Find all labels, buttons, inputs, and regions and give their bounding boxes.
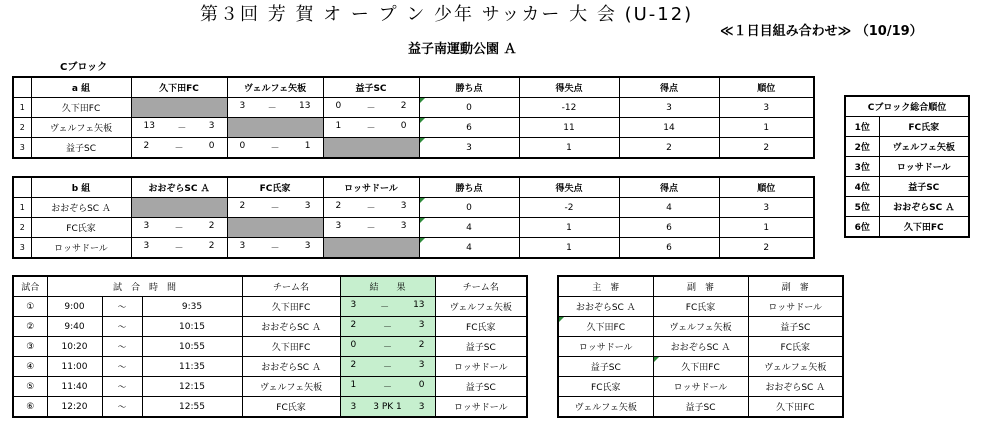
table-row: 1位 FC氏家: [845, 117, 969, 137]
page-title: 第３回 芳 賀 オ ー プ ン 少年 サッカー 大 会 (U-12): [200, 4, 694, 25]
table-row: ロッサドール おおぞらSC Ａ FC氏家: [558, 337, 843, 357]
table-row: 1 おおぞらSC Ａ 2 － 3 2 － 3 0 -2 4 3: [13, 198, 814, 218]
table-row: ⑤ 11:40 ～ 12:15 ヴェルフェ矢板 1 － 0 益子SC: [13, 377, 527, 397]
table-row: 3位 ロッサドール: [845, 157, 969, 177]
table-row: 5位 おおぞらSC Ａ: [845, 197, 969, 217]
table-row: ① 9:00 ～ 9:35 久下田FC 3 － 13 ヴェルフェ矢板: [13, 297, 527, 317]
block-label: Cブロック: [60, 62, 108, 73]
table-row: FC氏家 ロッサドール おおぞらSC Ａ: [558, 377, 843, 397]
table-row: 2位 ヴェルフェ矢板: [845, 137, 969, 157]
referee-table: [557, 275, 844, 418]
table-row: ⑥ 12:20 ～ 12:55 FC氏家 3 3 PK 1 3 ロッサドール: [13, 397, 527, 418]
table-row: 4位 益子SC: [845, 177, 969, 197]
table-row: ④ 11:00 ～ 11:35 おおぞらSC Ａ 2 － 3 ロッサドール: [13, 357, 527, 377]
table-header-row: a 組 久下田FC ヴェルフェ矢板 益子SC 勝ち点 得失点 得点 順位: [13, 77, 814, 98]
table-header-row: 試合 試 合 時 間 チーム名 結 果 チーム名: [13, 276, 527, 297]
table-row: ② 9:40 ～ 10:15 おおぞらSC Ａ 2 － 3 FC氏家: [13, 317, 527, 337]
table-header-row: 主 審 副 審 副 審: [558, 276, 843, 297]
table-row: ヴェルフェ矢板 益子SC 久下田FC: [558, 397, 843, 418]
venue-label: 益子南運動公園 Ａ: [408, 42, 517, 57]
table-row: ③ 10:20 ～ 10:55 久下田FC 0 － 2 益子SC: [13, 337, 527, 357]
table-header-row: b 組 おおぞらSC Ａ FC氏家 ロッサドール 勝ち点 得失点 得点 順位: [13, 177, 814, 198]
table-row: 6位 久下田FC: [845, 217, 969, 238]
group-name: a 組: [31, 77, 131, 98]
table-row: 益子SC 久下田FC ヴェルフェ矢板: [558, 357, 843, 377]
table-row: 3 ロッサドール 3 － 2 3 － 3 4 1 6 2: [13, 238, 814, 259]
table-row: おおぞらSC Ａ FC氏家 ロッサドール: [558, 297, 843, 317]
table-row: 1 久下田FC 3 － 13 0 － 2 0 -12 3 3: [13, 98, 814, 118]
overall-title: Cブロック総合順位: [845, 96, 969, 117]
page-subtitle: ≪１日目組み合わせ≫ （10/19）: [720, 24, 923, 39]
table-row: 2 ヴェルフェ矢板 13 － 3 1 － 0 6 11 14 1: [13, 118, 814, 138]
table-row: 久下田FC ヴェルフェ矢板 益子SC: [558, 317, 843, 337]
schedule-table: [12, 275, 528, 418]
group-name: b 組: [31, 177, 131, 198]
group-b-table: [12, 176, 815, 259]
table-row: 3 益子SC 2 － 0 0 － 1 3 1 2 2: [13, 138, 814, 159]
overall-ranking-table: [844, 95, 970, 238]
group-a-table: [12, 76, 815, 159]
table-row: 2 FC氏家 3 － 2 3 － 3 4 1 6 1: [13, 218, 814, 238]
